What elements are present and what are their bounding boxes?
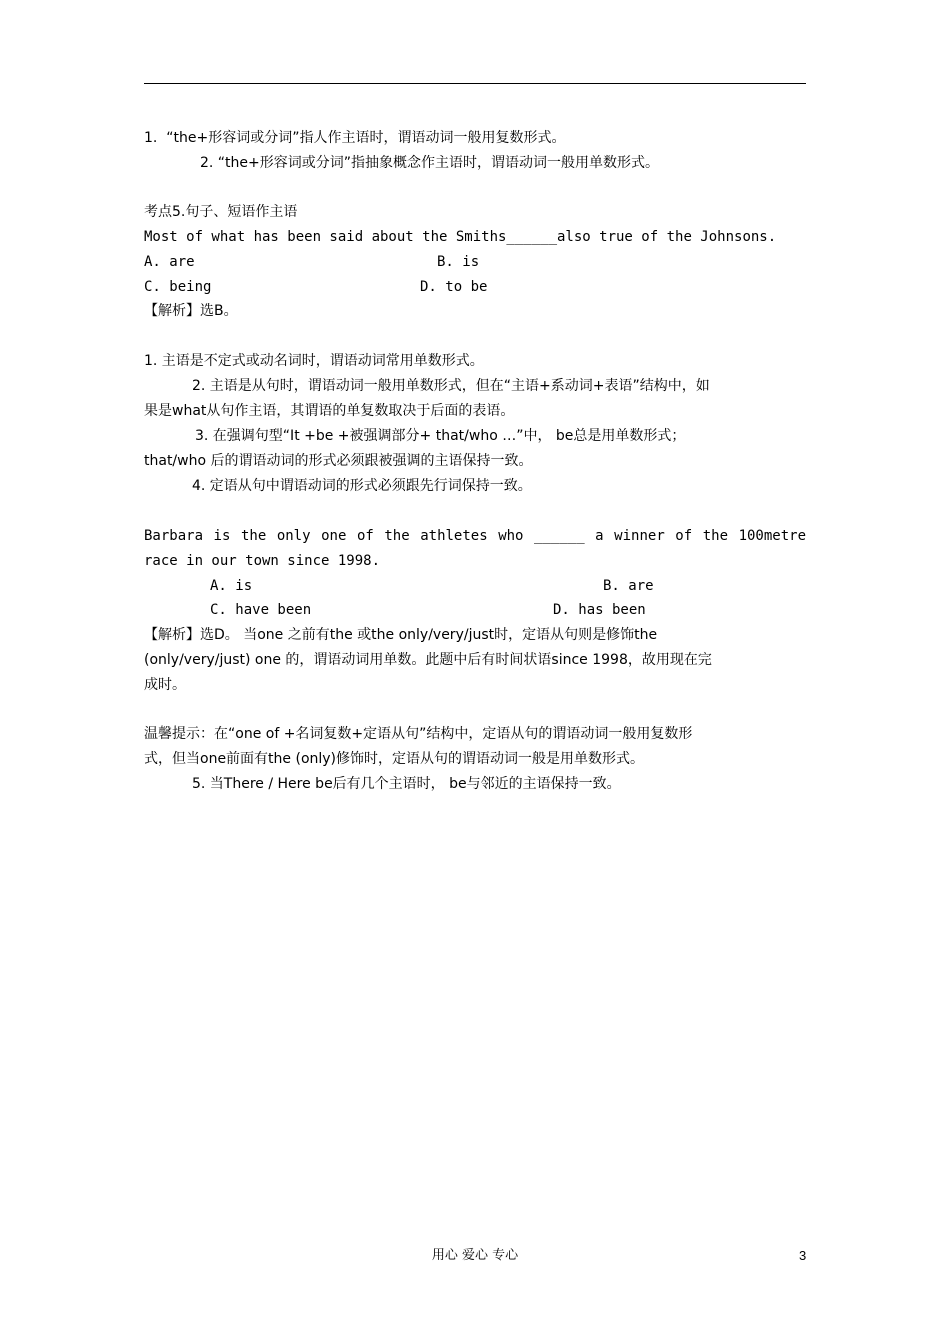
question-1-option-a: A. are (144, 254, 195, 270)
question-2-option-a: A. is (210, 578, 253, 594)
question-2-answer-line-3: 成时。 (144, 677, 186, 693)
tip-line-2: 式，但当one前面有the (only)修饰时，定语从句的谓语动词一般是用单数形式。 (144, 751, 645, 767)
point-1: 1. 主语是不定式或动名词时，谓语动词常用单数形式。 (144, 353, 484, 369)
point-3-line-2: that/who 后的谓语动词的形式必须跟被强调的主语保持一致。 (144, 453, 533, 469)
question-1-option-c: C. being (144, 279, 212, 295)
question-1-option-b: B. is (437, 254, 480, 270)
section-heading-5: 考点5.句子、短语作主语 (144, 204, 298, 220)
point-4: 4. 定语从句中谓语动词的形式必须跟先行词保持一致。 (192, 478, 532, 494)
tip-line-1: 温馨提示：在“one of +名词复数+定语从句”结构中，定语从句的谓语动词一般用复数形 (144, 726, 693, 742)
header-rule (144, 83, 806, 84)
question-2-answer-line-2: (only/very/just) one 的，谓语动词用单数。此题中后有时间状语since 1998，故用现在完 (144, 652, 712, 668)
question-1-option-d: D. to be (420, 279, 488, 295)
question-2-stem-line-1: Barbara is the only one of the athletes who ______ a winner of the 100metre (144, 528, 806, 544)
question-1-stem: Most of what has been said about the Smiths______also true of the Johnsons. (144, 229, 777, 245)
question-1-answer: 【解析】选B。 (144, 303, 238, 319)
question-2-option-c: C. have been (210, 602, 312, 618)
page-number: 3 (799, 1248, 807, 1263)
point-5: 5. 当There / Here be后有几个主语时， be与邻近的主语保持一致。 (192, 776, 621, 792)
rule-1: 1. “the+形容词或分词”指人作主语时，谓语动词一般用复数形式。 (144, 130, 566, 146)
question-2-stem-line-2: race in our town since 1998. (144, 553, 381, 569)
question-2-option-d: D. has been (553, 602, 646, 618)
point-2-line-1: 2. 主语是从句时，谓语动词一般用单数形式，但在“主语+系动词+表语”结构中，如 (192, 378, 710, 394)
point-2-line-2: 果是what从句作主语，其谓语的单复数取决于后面的表语。 (144, 403, 515, 419)
question-2-option-b: B. are (603, 578, 654, 594)
rule-2: 2. “the+形容词或分词”指抽象概念作主语时，谓语动词一般用单数形式。 (200, 155, 660, 171)
point-3-line-1: 3. 在强调句型“It +be +被强调部分+ that/who …”中， be总是用单数形式； (195, 428, 686, 444)
footer-text: 用心 爱心 专心 (431, 1248, 519, 1263)
question-2-answer-line-1: 【解析】选D。 当one 之前有the 或the only/very/just时，定语从句则是修饰the (144, 627, 658, 643)
